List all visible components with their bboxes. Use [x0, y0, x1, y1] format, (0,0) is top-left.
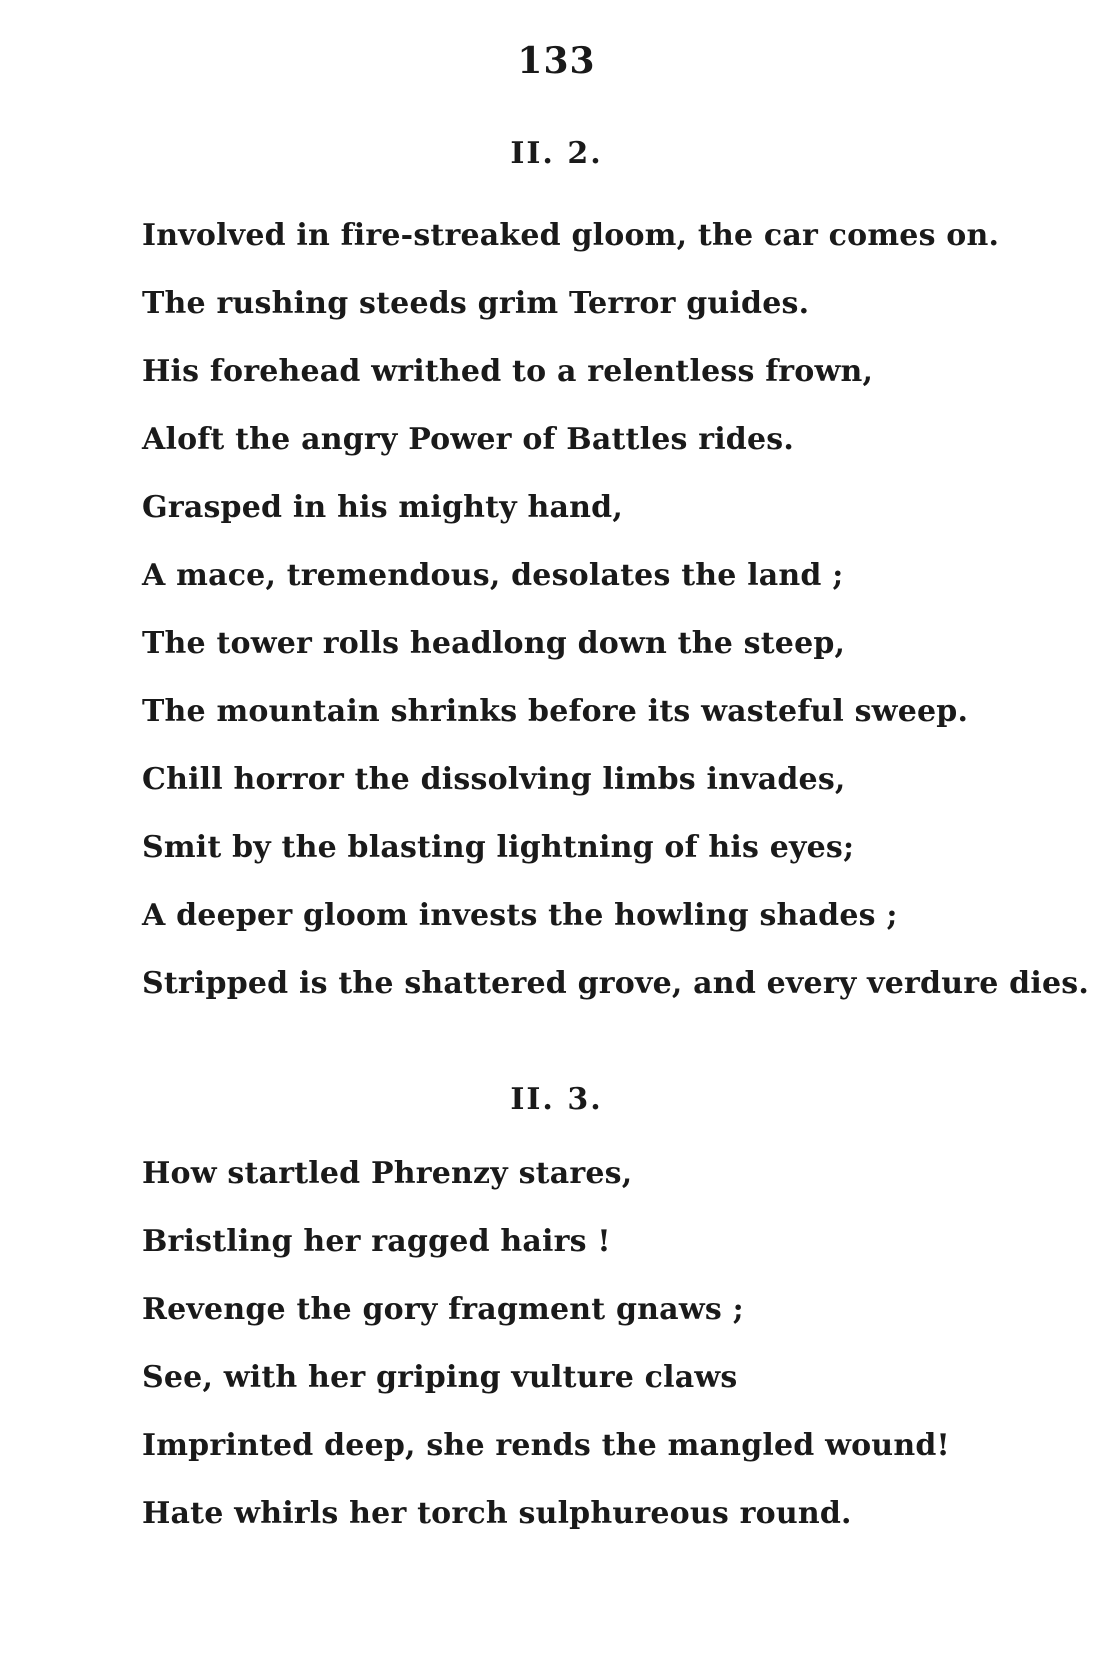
verse-line: Bristling her ragged hairs !	[142, 1224, 611, 1259]
verse-line: The mountain shrinks before its wasteful sweep.	[142, 694, 969, 729]
verse-line: A deeper gloom invests the howling shades ;	[142, 898, 898, 933]
stanza	[142, 202, 1089, 1018]
verse-line: Chill horror the dissolving limbs invades,	[142, 762, 846, 797]
verse-line: Hate whirls her torch sulphureous round.	[142, 1496, 852, 1531]
verse-line: Involved in fire-streaked gloom, the car comes on.	[142, 218, 1000, 253]
verse-line: How startled Phrenzy stares,	[142, 1156, 633, 1191]
verse-line: Aloft the angry Power of Battles rides.	[142, 422, 795, 457]
verse-line: Stripped is the shattered grove, and every verdure dies.	[142, 966, 1089, 1001]
stanza-heading: II. 3.	[510, 1082, 603, 1117]
verse-line: Imprinted deep, she rends the mangled wound!	[142, 1428, 950, 1463]
stanza-heading: II. 2.	[510, 136, 603, 171]
verse-line: Grasped in his mighty hand,	[142, 490, 623, 525]
verse-line: The rushing steeds grim Terror guides.	[142, 286, 810, 321]
verse-line: The tower rolls headlong down the steep,	[142, 626, 846, 661]
verse-line: Smit by the blasting lightning of his eyes;	[142, 830, 855, 865]
verse-line: Revenge the gory fragment gnaws ;	[142, 1292, 744, 1327]
verse-line: A mace, tremendous, desolates the land ;	[142, 558, 844, 593]
stanza	[142, 1140, 1082, 1548]
page-number: 133	[517, 40, 596, 82]
verse-line: His forehead writhed to a relentless frown,	[142, 354, 874, 389]
verse-line: See, with her griping vulture claws	[142, 1360, 738, 1395]
